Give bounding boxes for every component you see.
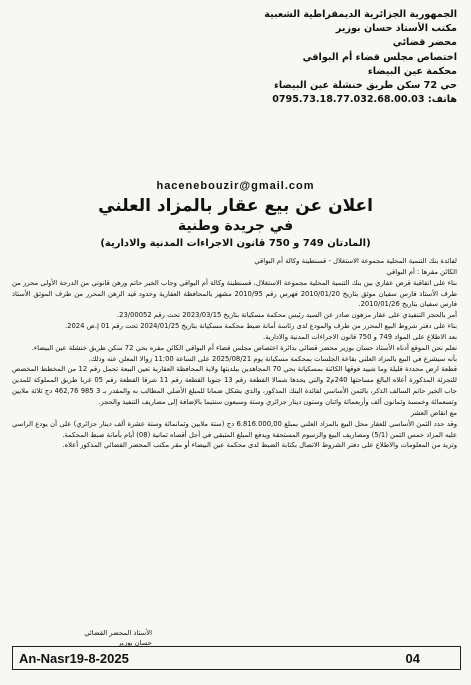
body-paragraph: لفائدة بنك التنمية المحلية مجموعة الاستغلال - قسنطينة وكالة أم البواقي bbox=[254, 257, 457, 265]
body-paragraph: بناء على دفتر شروط البيع المحرر من طرف والمودع لدى رئاسة أمانة ضبط محكمة مسكيانة بتاريخ 2024/01/25 تحت رقم 01 إ.ض 2024. bbox=[64, 322, 457, 331]
body-paragraph: مع انقاص العشر bbox=[410, 408, 457, 417]
header-line: محكمة عين البيضاء bbox=[367, 65, 457, 77]
header-line: الجمهورية الجزائرية الديمقراطية الشعبية bbox=[264, 9, 457, 20]
email-address: hacenebouzir@gmail.com bbox=[156, 180, 315, 192]
header-line: محضر قضائي bbox=[392, 37, 457, 49]
newspaper-footer bbox=[12, 646, 461, 670]
header-line: حي 72 سكن طريق خنشلة عين البيضاء bbox=[273, 80, 457, 92]
body-paragraph: قطعة ارض محددة قليلة وما شييد فوقها الكائنة بمسكيانة بحي 70 المجاهدين ببلديتها ولاية المحافظة العقارية تعين البيعة تحمل رقم 12 من المخطط المخصص للتجزئة المذكورة أعلاه البالغ مساحتها 240م2 والتي يحدها شمالا القطعة رقم 13 جنوبا القطعة رقم 11 شرقا القطعة رقم 05 غربا طريق المملوكة للمدين جاب الخير حاتم السالف الذكر، بالثمن الأساسي لفائدة البنك المذكور، والذي يشكل ضمانا للمبلغ الأصلي المطالب به والمقدر بـ 3 985 462,76 دج ثلاثة ملايين وتسعمائة وخمسة وثمانون ألف وأربعمائة واثنان وستون دينار جزائري وستة وسبعون سنتيما بالإضافة إلى مصاريف التنفيذ والحجز. bbox=[12, 365, 457, 406]
body-paragraph: بعد الاطلاع على المواد 749 و 750 قانون الاجراءات المدنية والادارية. bbox=[263, 332, 457, 341]
notice-body bbox=[12, 256, 457, 451]
page-number: 04 bbox=[405, 650, 420, 666]
notice-title: اعلان عن بيع عقار بالمزاد العلني bbox=[98, 196, 373, 216]
header-line: اختصاص مجلس قضاء أم البواقي bbox=[302, 51, 457, 63]
signature-block bbox=[12, 628, 152, 648]
notice-subtitle: في جريدة وطنية bbox=[177, 218, 294, 234]
body-paragraph: وتزيد من المعلومات والاطلاع على دفتر الشروط الاتصال بكتابة الضبط لدى محكمة عين البيضاء أو مقر مكتب المحضر القضائي المذكور أعلاه. bbox=[62, 441, 457, 450]
body-paragraph: وقد حدد الثمن الأساسي للعقار محل البيع بالمزاد العلني بمبلغ 6.816.000,00 دج (ستة ملايين وثمانمائة وستة عشرة ألف دينار جزائري) على أن يودع الراسي عليه المزاد خمس الثمن (5/1) ومصاريف البيع والرسوم المستحقة ويدفع المبلغ المتبقي في أجل أقصاه ثمانية (08) أيام بأمانة ضبط المحكمة. bbox=[12, 419, 457, 439]
signature-role: الأستاذ المحضر القضائي bbox=[84, 629, 152, 637]
bailiff-office-header bbox=[157, 8, 457, 107]
body-paragraph: بناء على اتفاقية قرض عقاري بين بنك التنمية المحلية مجموعة الاستغلال، قسنطينة وكالة أم البواقي وجاب الخير حاتم ورهن قانوني من الدرجة الأولى محرر من طرف الأستاذ فارس سفيان موثق بتاريخ 2010/01/20 فهرس رقم 2010/95 مشهر بالمحافظة العقارية وحدود قيد الرهن المحرر من طرف الموثق الأستاذ فارس سفيان بتاريخ 2010/01/26. bbox=[12, 278, 458, 309]
body-paragraph: أمر بالحجز التنفيذي على عقار مرهون صادر عن السيد رئيس محكمة مسكيانة بتاريخ 2023/03/15 تحت رقم 23/00052. bbox=[116, 311, 457, 320]
publication-date: An-Nasr19-8-2025 bbox=[19, 650, 129, 666]
header-line: مكتب الأستاذ حسان بوزير bbox=[335, 23, 457, 35]
body-paragraph: نعلم نحن الموقع أدناه الأستاذ حسان بوزير محضر قضائي بدائرة اختصاص مجلس قضاء أم البواقي الكائن مقره بحي 72 سكن طريق خنشلة عين البيضاء. bbox=[31, 343, 457, 352]
notice-legal-articles: (المادتان 749 و 750 قانون الاجراءات المدنية والادارية) bbox=[100, 238, 371, 249]
body-paragraph: بأنه سيشرع في البيع بالمزاد العلني بقاعة الجلسات بمحكمة مسكيانة يوم 2025/08/21 على الساعة 11:00 زوالا المعلن عنه وذلك. bbox=[88, 354, 457, 363]
header-line: هاتف: 0795.73.18.77.032.68.00.03 bbox=[272, 94, 457, 106]
body-paragraph: الكائن مقرها : أم البواقي bbox=[386, 267, 457, 276]
signature-name: حسان بوزير bbox=[118, 639, 152, 647]
